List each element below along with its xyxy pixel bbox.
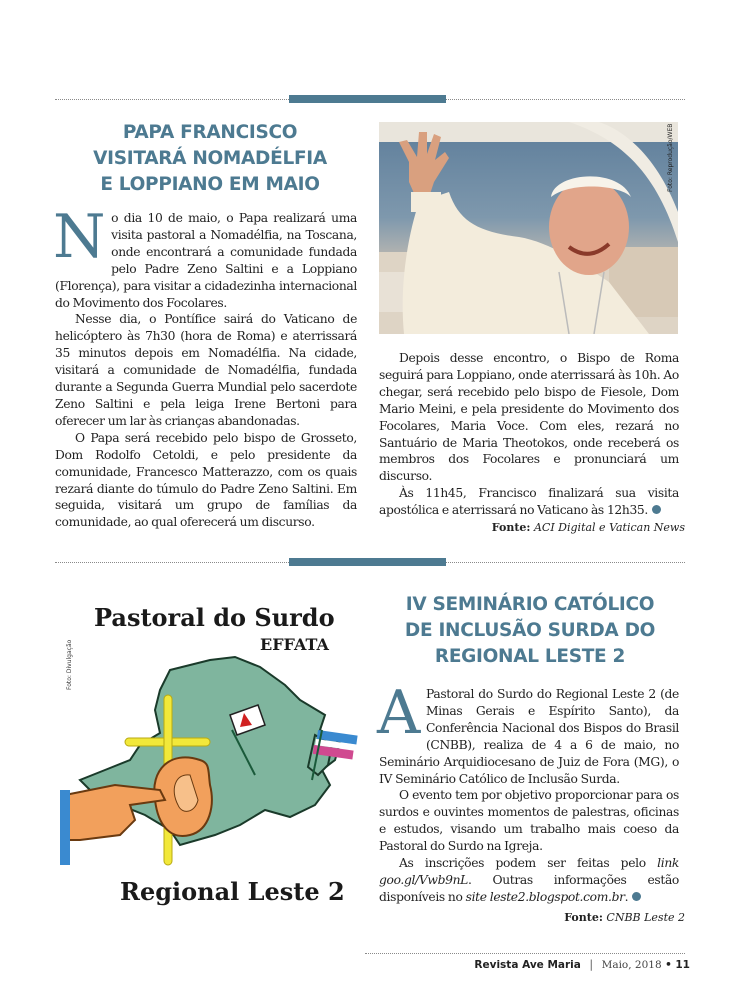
article1-column-right xyxy=(379,350,679,519)
article1-headline xyxy=(55,120,365,198)
article1-paragraph-2: Nesse dia, o Pontífice sairá do Vaticano de helicóptero às 7h30 (hora de Roma) e aterrissará 35 minutos depois em Nomadélfia. Na cidade, visitará a comunidade de Nomadélfia, fundada durante a Segunda Guerra Mundial pelo sacerdote Zeno Saltini e pela leiga Irene Bertoni para oferecer um lar às crianças abandonadas. xyxy=(55,312,357,428)
article1-paragraph-4: Depois desse encontro, o Bispo de Roma seguirá para Loppiano, onde aterrissará às 10h. Ao chegar, será recebido pelo bispo de Fiesole, Dom Mario Meini, e pela presidente do Movimento dos Focolares, Maria Voce. Com eles, rezará no Santuário de Maria Theotokos, onde receberá os membros dos Focolares e pronunciará um discurso. xyxy=(379,351,679,484)
headline-line: DE INCLUSÃO SURDA DO xyxy=(404,620,656,641)
logo-bottom-text: Regional Leste 2 xyxy=(120,877,345,906)
article1-paragraph-5 xyxy=(379,485,679,519)
logo-photo-credit: Foto: Divulgação xyxy=(66,639,73,690)
article2-source xyxy=(564,911,685,924)
article2-paragraph-1 xyxy=(377,678,679,787)
source-label: Fonte: xyxy=(564,911,603,924)
paragraph-text: Pastoral do Surdo do Regional Leste 2 (de Minas Gerais e Espírito Santo), da Conferência Nacional dos Bispos do Brasil (CNBB), realiza de 4 a 6 de maio, no Seminário Arquidiocesano de Juiz de Fora (MG), o IV Seminário Católico de Inclusão Surda. xyxy=(379,687,679,786)
section-divider-bar-middle xyxy=(289,558,446,566)
source-value: CNBB Leste 2 xyxy=(606,911,685,924)
page-number: 11 xyxy=(675,959,690,971)
article1-column-left xyxy=(53,202,357,531)
dropcap: A xyxy=(377,678,420,748)
article1-source xyxy=(492,521,685,534)
source-label: Fonte: xyxy=(491,521,531,534)
headline-line: IV SEMINÁRIO CATÓLICO xyxy=(405,594,655,615)
article2-headline xyxy=(375,592,685,670)
headline-line: PAPA FRANCISCO xyxy=(122,122,298,143)
source-value: ACI Digital e Vatican News xyxy=(533,521,685,534)
paragraph-text: . Outras informações estão disponíveis no xyxy=(379,872,679,904)
registration-link[interactable]: link goo.gl/Vwb9nL xyxy=(379,856,679,887)
logo-subtitle: EFFATA xyxy=(260,635,329,654)
article2-body xyxy=(377,678,679,906)
end-of-article-dot-icon xyxy=(652,505,661,514)
website-link[interactable]: site leste2.blogspot.com.br xyxy=(465,889,625,904)
logo-title: Pastoral do Surdo xyxy=(94,603,335,632)
page-footer xyxy=(474,958,690,971)
article1-paragraph-1 xyxy=(53,202,357,311)
headline-line: REGIONAL LESTE 2 xyxy=(434,646,626,667)
paragraph-text: o dia 10 de maio, o Papa realizará uma visita pastoral a Nomadélfia, na Toscana, onde encontrará a comunidade fundada pelo Padre Zeno Saltini e a Loppiano (Florença), para visitar a cidadezinha internacional do Movimento dos Focolares. xyxy=(55,211,357,310)
issue-date: Maio, 2018 xyxy=(601,959,662,971)
footer-separator: | xyxy=(589,958,594,971)
paragraph-text: As inscrições podem ser feitas pelo xyxy=(399,856,658,871)
pastoral-do-surdo-logo xyxy=(60,595,360,925)
magazine-name: Revista Ave Maria xyxy=(474,959,581,971)
pope-photo-illustration xyxy=(379,122,678,334)
pope-francis-photo xyxy=(379,122,678,334)
footer-bullet: • xyxy=(665,959,672,971)
section-divider-bar-top xyxy=(289,95,446,103)
article1-paragraph-3: O Papa será recebido pelo bispo de Grosseto, Dom Rodolfo Cetoldi, e pelo presidente da comunidade, Francesco Matterazzo, com os quais rezará diante do túmulo do Padre Zeno Saltini. Em seguida, visitará um grupo de famílias da comunidade, ao qual oferecerá um discurso. xyxy=(55,430,357,530)
headline-line: VISITARÁ NOMADÉLFIA xyxy=(93,148,327,169)
footer-divider xyxy=(365,953,685,954)
headline-line: E LOPPIANO EM MAIO xyxy=(100,174,320,195)
article2-paragraph-2: O evento tem por objetivo proporcionar para os surdos e ouvintes momentos de palestras, oficinas e estudos, visando um trabalho mais coeso da Pastoral do Surdo na Igreja. xyxy=(379,788,679,854)
article2-paragraph-3 xyxy=(379,855,679,906)
dropcap: N xyxy=(53,202,106,272)
end-of-article-dot-icon xyxy=(632,892,641,901)
paragraph-text: . xyxy=(624,889,629,904)
photo-credit: Foto: Reprodução/WEB xyxy=(667,123,674,192)
paragraph-text: Às 11h45, Francisco finalizará sua visita apostólica e aterrissará no Vaticano às 12h35. xyxy=(379,486,679,518)
